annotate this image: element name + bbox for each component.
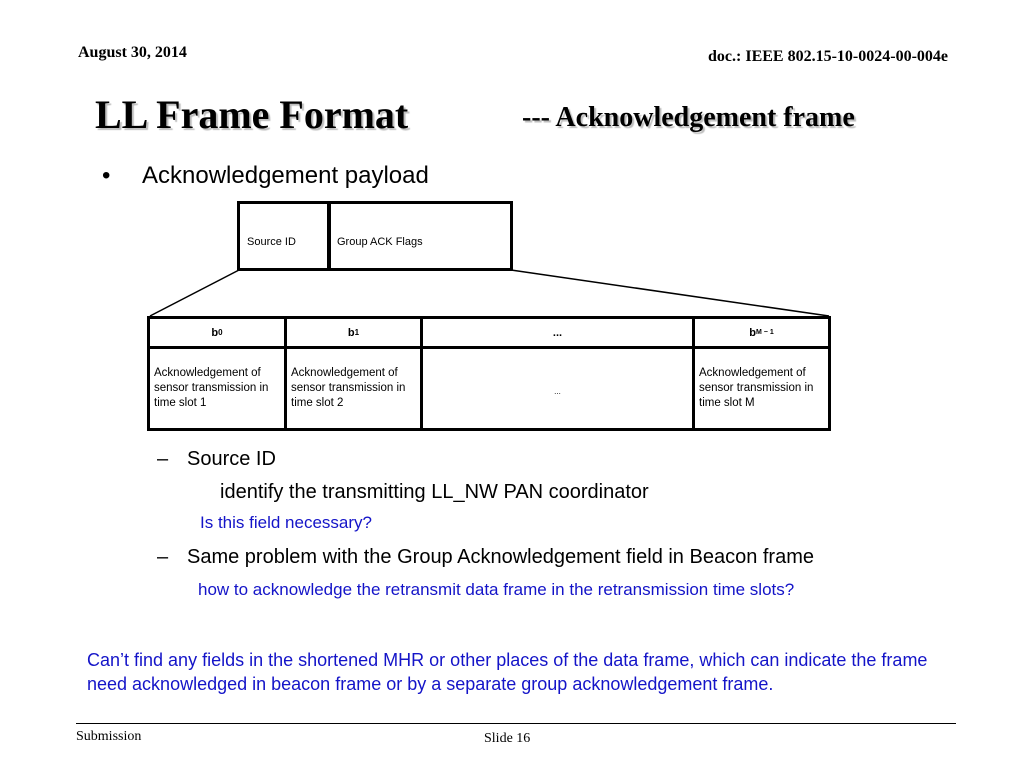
header-doc-id: doc.: IEEE 802.15-10-0024-00-004e	[708, 48, 948, 65]
slide-subtitle: --- Acknowledgement frame	[522, 102, 855, 133]
footer-submission: Submission	[76, 729, 142, 744]
expansion-line-right	[511, 270, 829, 316]
bit-label: b	[211, 326, 219, 339]
bit-header-ellipsis	[420, 316, 695, 349]
subitem-source-id	[157, 448, 276, 471]
bit-subscript: M − 1	[756, 329, 774, 336]
expansion-line-left	[150, 270, 239, 316]
bit-header-b0	[147, 316, 287, 349]
bit-desc-bm1: Acknowledgement of sensor transmission in time slot M	[699, 367, 814, 409]
bit-label: ...	[552, 326, 563, 339]
bit-subscript: 0	[218, 328, 223, 337]
footer-divider	[76, 723, 956, 724]
field-source-id-label: Source ID	[247, 236, 296, 248]
field-group-ack-flags-label: Group ACK Flags	[337, 236, 423, 248]
bit-label: b	[749, 326, 757, 339]
subitem-source-id-detail: identify the transmitting LL_NW PAN coordinator	[220, 481, 649, 503]
footer-slide-number: Slide 16	[484, 731, 531, 746]
header-date: August 30, 2014	[78, 44, 187, 61]
bit-desc-b1: Acknowledgement of sensor transmission in time slot 2	[291, 367, 406, 409]
subitem-dash: –	[157, 546, 169, 568]
subitem-text: Same problem with the Group Acknowledgement field in Beacon frame	[187, 546, 815, 568]
bullet-text: Acknowledgement payload	[142, 162, 429, 189]
subitem-group-ack-question: how to acknowledge the retransmit data frame in the retransmission time slots?	[198, 580, 795, 599]
subitem-text: Source ID	[187, 448, 276, 470]
bit-desc-ellipsis: ...	[554, 387, 561, 396]
bit-header-b1	[284, 316, 423, 349]
bullet-dot: •	[102, 162, 111, 189]
subitem-source-id-question: Is this field necessary?	[200, 513, 372, 532]
slide-title: LL Frame Format	[95, 92, 409, 137]
comment-note: Can’t find any fields in the shortened MHR or other places of the data frame, which can indicate the frame need acknowledged in beacon frame or by a separate group acknowledgement frame.	[87, 650, 928, 694]
bit-desc-b0: Acknowledgement of sensor transmission in time slot 1	[154, 367, 269, 409]
subitem-dash: –	[157, 448, 169, 470]
bit-label: b	[347, 326, 355, 339]
bit-subscript: 1	[354, 328, 360, 337]
subitem-group-ack	[157, 546, 814, 569]
bit-header-bm1	[692, 316, 831, 349]
